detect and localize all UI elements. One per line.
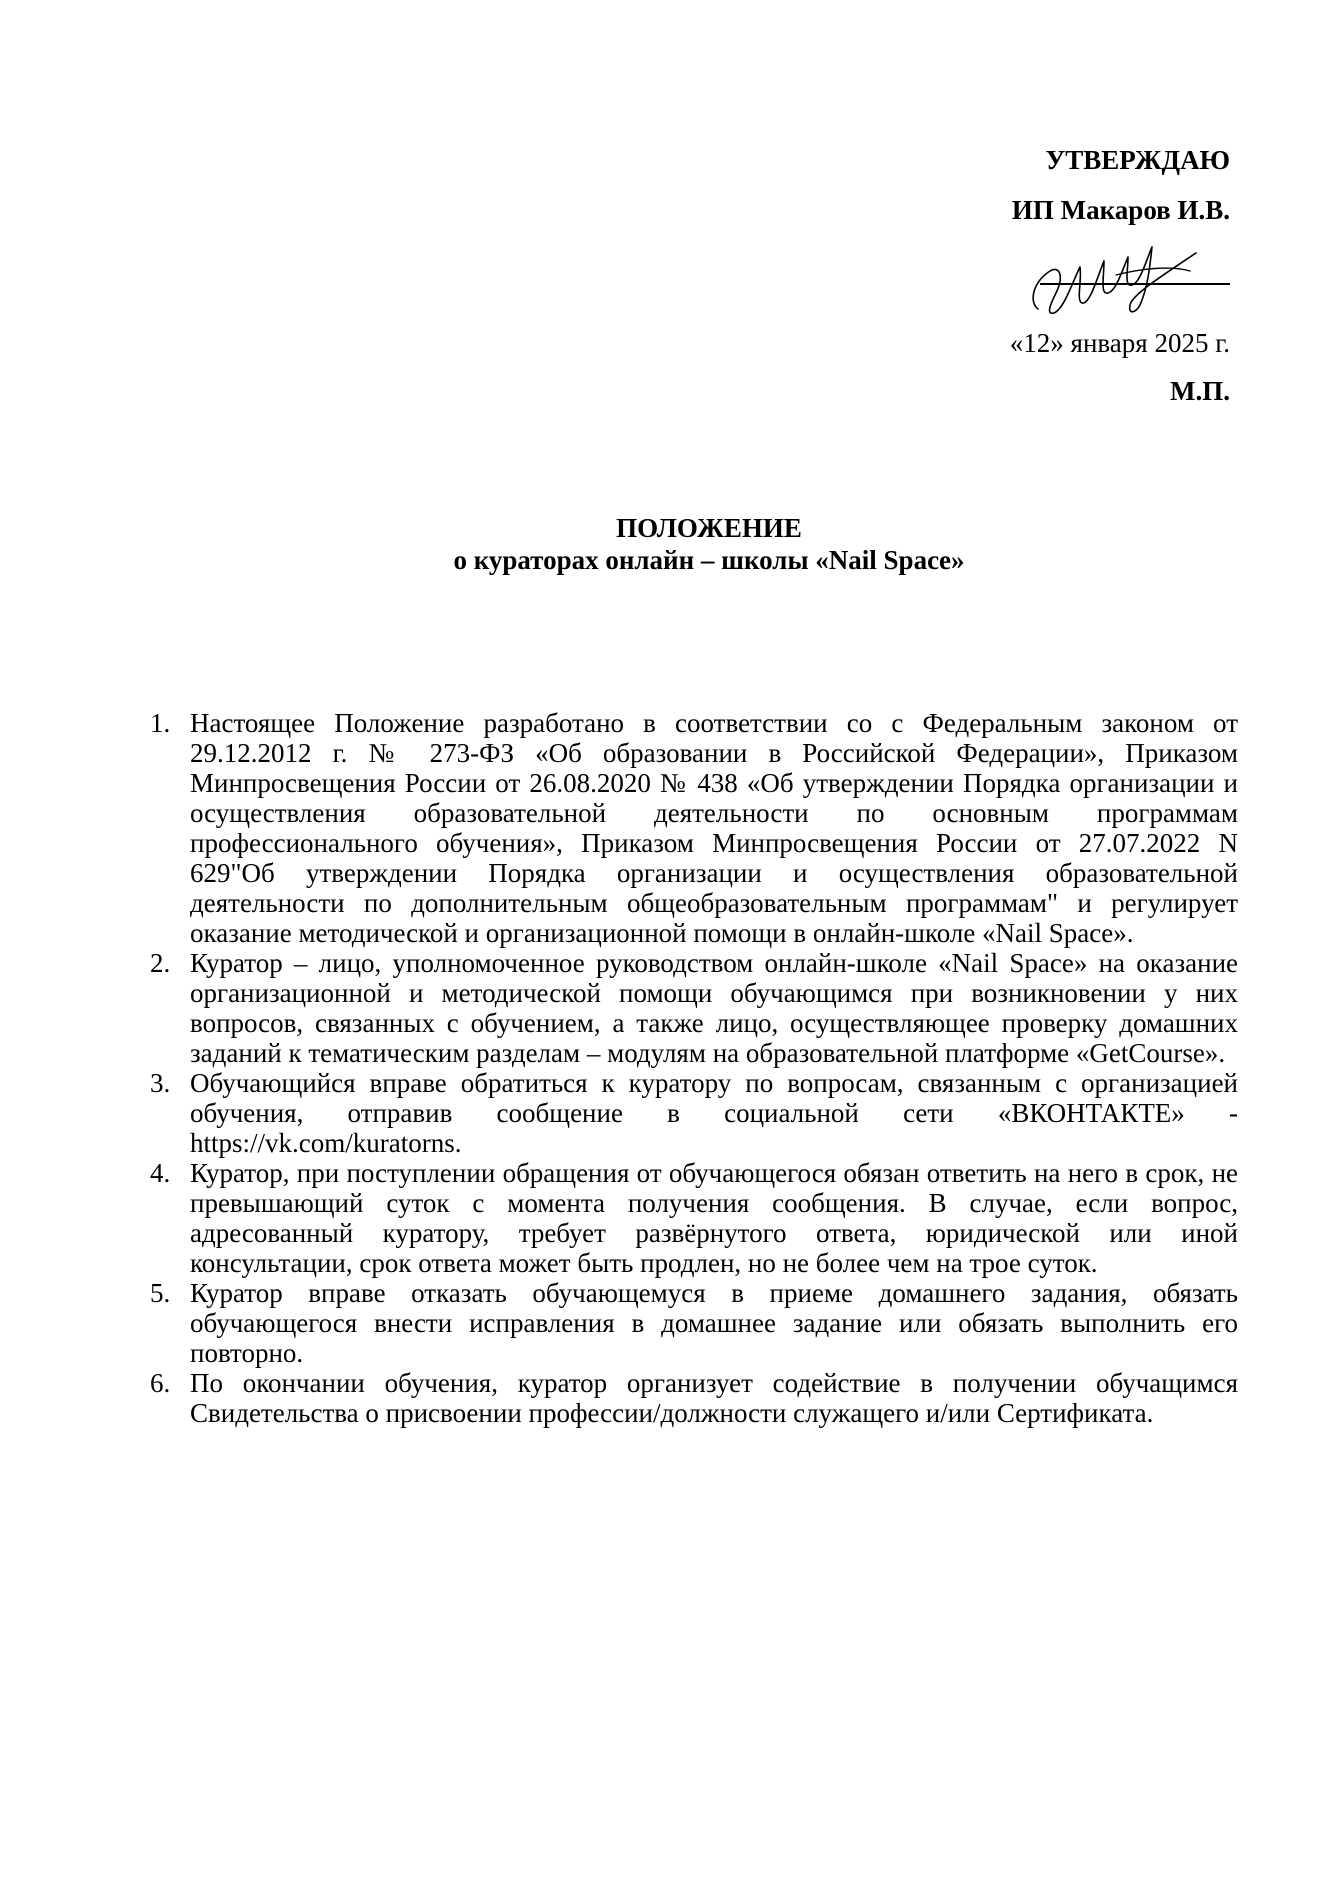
item-text: По окончании обучения, куратор организует содействие в получении обучащимся Свидетельства о присвоении профессии/должности служащего и/или Сертификата. [190, 1368, 1238, 1428]
item-number: 1. [150, 708, 171, 738]
list-item [150, 1068, 1238, 1158]
signer-name: ИП Макаров И.В. [1011, 195, 1230, 225]
approval-date: «12» января 2025 г. [1009, 328, 1230, 358]
list-item [150, 708, 1238, 948]
list-item [150, 1158, 1238, 1278]
document-title: ПОЛОЖЕНИЕ [616, 513, 802, 543]
regulation-items [150, 708, 1238, 1428]
item-number: 6. [150, 1368, 171, 1398]
approve-word: УТВЕРЖДАЮ [1045, 145, 1230, 175]
item-text: Куратор – лицо, уполномоченное руководством онлайн-школе «Nail Space» на оказание организационной и методической помощи обучающимся при возникновении у них вопросов, связанных с обучением, а также лицо, осуществляющее проверку домашних заданий к тематическим разделам – модулям на образовательной платформе «GetCourse». [190, 948, 1238, 1068]
item-text: Обучающийся вправе обратиться к куратору по вопросам, связанным с организацией обучения, отправив сообщение в социальной сети «ВКОНТАКТЕ» - https://vk.com/kuratorns. [190, 1068, 1238, 1158]
stamp-place: М.П. [1170, 376, 1230, 406]
handwritten-signature [1020, 231, 1210, 321]
item-text: Настоящее Положение разработано в соответствии со с Федеральным законом от 29.12.2012 г. № 273-ФЗ «Об образовании в Российской Федерации», Приказом Минпросвещения России от 26.08.2020 № 438 «Об утверждении Порядка организации и осуществления образовательной деятельности по основным программам профессионального обучения», Приказом Минпросвещения России от 27.07.2022 N 629"Об утверждении Порядка организации и осуществления образовательной деятельности по дополнительным общеобразовательным программам" и регулирует оказание методической и организационной помощи в онлайн-школе «Nail Space». [190, 708, 1238, 948]
document-body [150, 708, 1238, 1428]
signature-area [830, 231, 1230, 316]
item-text: Куратор, при поступлении обращения от обучающегося обязан ответить на него в срок, не превышающий суток с момента получения сообщения. В случае, если вопрос, адресованный куратору, требует развёрнутого ответа, юридической или иной консультации, срок ответа может быть продлен, но не более чем на трое суток. [190, 1158, 1238, 1278]
item-number: 2. [150, 948, 171, 978]
item-text: Куратор вправе отказать обучающемуся в приеме домашнего задания, обязать обучающегося внести исправления в домашнее задание или обязать выполнить его повторно. [190, 1278, 1238, 1368]
document-subtitle: о кураторах онлайн – школы «Nail Space» [453, 545, 965, 575]
item-number: 4. [150, 1158, 171, 1188]
item-number: 5. [150, 1278, 171, 1308]
list-item [150, 1368, 1238, 1428]
list-item [150, 948, 1238, 1068]
approval-block [830, 145, 1230, 406]
document-title-block [0, 512, 1328, 576]
list-item [150, 1278, 1238, 1368]
item-number: 3. [150, 1068, 171, 1098]
